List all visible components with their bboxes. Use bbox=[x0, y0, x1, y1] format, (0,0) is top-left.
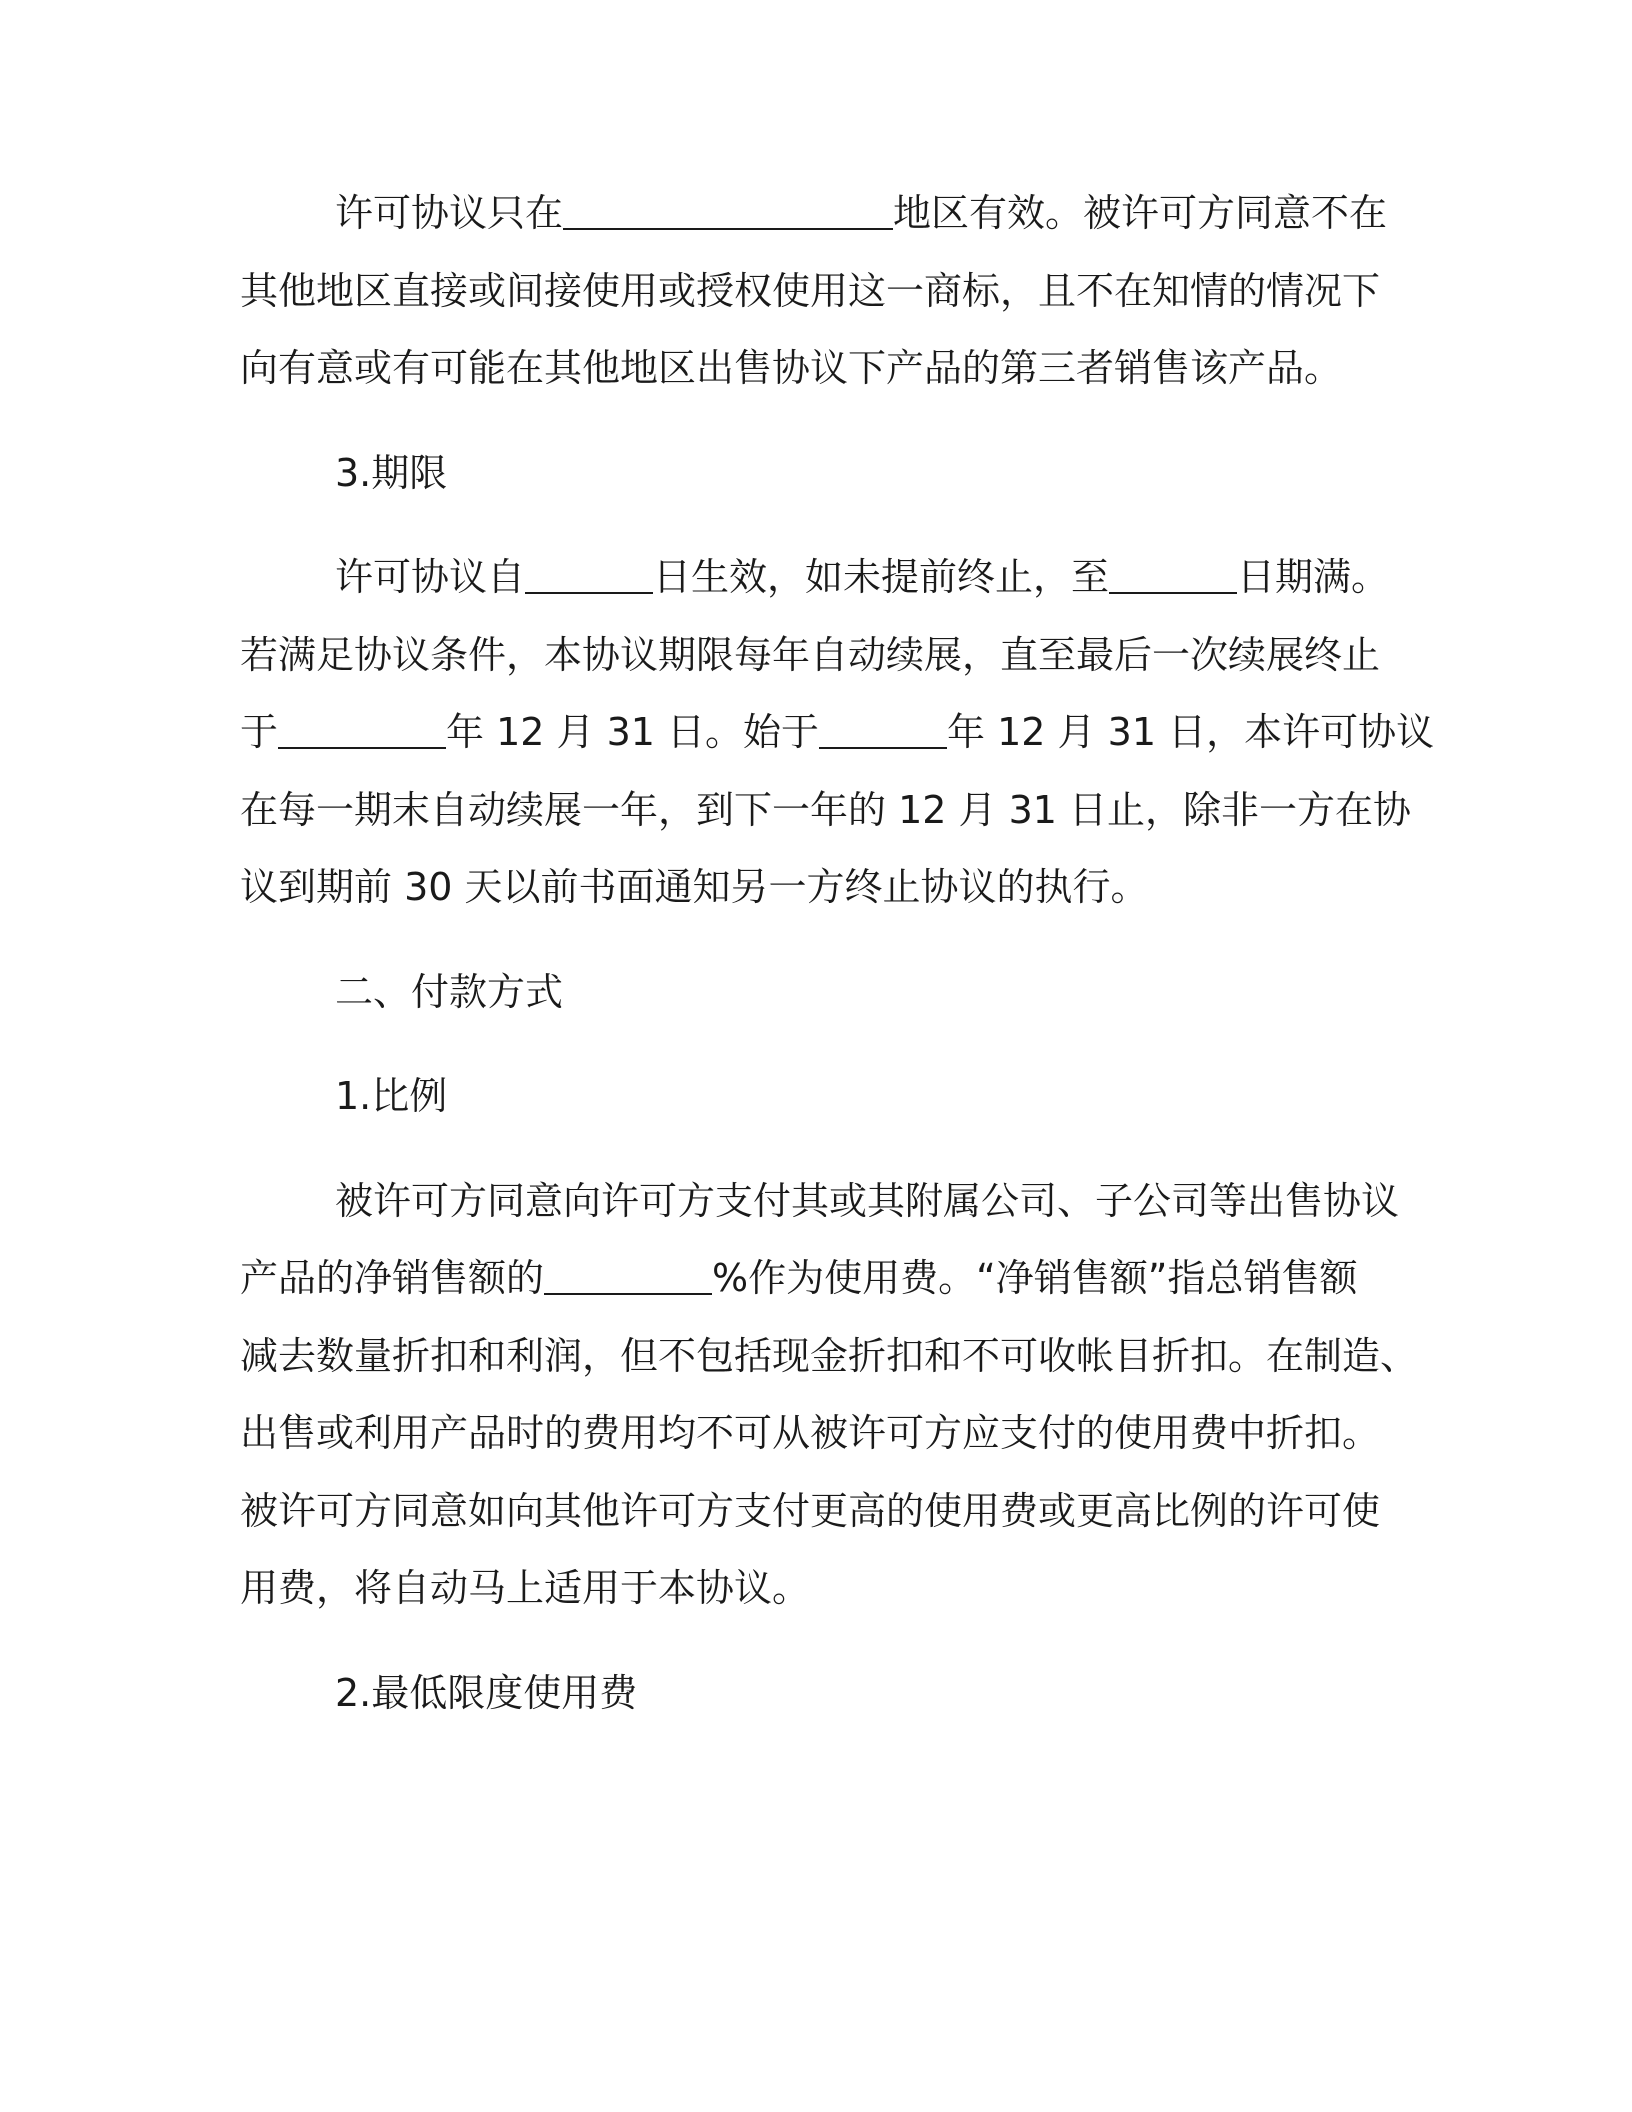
start-date-blank[interactable] bbox=[525, 558, 653, 594]
end-date-blank[interactable] bbox=[1109, 558, 1237, 594]
term-heading: 3.期限 bbox=[335, 450, 448, 495]
ratio-heading: 1.比例 bbox=[335, 1074, 448, 1118]
term-text-b: 日生效，如未提前终止，至 bbox=[653, 555, 1110, 599]
ratio-line-3: 减去数量折扣和利润，但不包括现金折扣和不可收帐目折扣。在制造、 bbox=[240, 1333, 1419, 1378]
ratio-line-1: 被许可方同意向许可方支付其或其附属公司、子公司等出售协议 bbox=[335, 1178, 1400, 1223]
term-line-4: 在每一期末自动续展一年，到下一年的 12 月 31 日止，除非一方在协 bbox=[240, 787, 1412, 832]
ratio-line-6: 用费，将自动马上适用于本协议。 bbox=[240, 1566, 811, 1610]
term-text-f: 年 12 月 31 日，本许可协议 bbox=[947, 710, 1435, 754]
percentage-blank[interactable] bbox=[544, 1259, 712, 1295]
territory-paragraph bbox=[240, 175, 1390, 408]
start-year-blank[interactable] bbox=[819, 713, 947, 749]
territory-text-a: 许可协议只在 bbox=[335, 191, 564, 235]
term-line-5: 议到期前 30 天以前书面通知另一方终止协议的执行。 bbox=[240, 865, 1149, 909]
term-text-d: 于 bbox=[240, 710, 279, 754]
term-line-3 bbox=[240, 694, 1435, 772]
term-line-2: 若满足协议条件，本协议期限每年自动续展，直至最后一次续展终止 bbox=[240, 632, 1381, 677]
term-text-c: 日期满。 bbox=[1237, 555, 1390, 599]
territory-line-1 bbox=[240, 175, 1390, 253]
term-paragraph bbox=[240, 539, 1435, 927]
payment-heading: 二、付款方式 bbox=[335, 969, 564, 1014]
ratio-line-4: 出售或利用产品时的费用均不可从被许可方应支付的使用费中折扣。 bbox=[240, 1411, 1381, 1455]
ratio-line-2 bbox=[240, 1240, 1390, 1318]
term-line-1 bbox=[240, 539, 1390, 617]
term-text-a: 许可协议自 bbox=[335, 555, 526, 599]
territory-blank[interactable] bbox=[563, 194, 893, 230]
ratio-paragraph bbox=[240, 1163, 1419, 1628]
minimum-royalty-heading: 2.最低限度使用费 bbox=[335, 1670, 638, 1715]
territory-line-3: 向有意或有可能在其他地区出售协议下产品的第三者销售该产品。 bbox=[240, 346, 1343, 390]
final-year-blank[interactable] bbox=[278, 713, 446, 749]
document-body bbox=[240, 175, 1435, 1759]
term-text-e: 年 12 月 31 日。始于 bbox=[446, 710, 820, 754]
territory-line-2: 其他地区直接或间接使用或授权使用这一商标，且不在知情的情况下 bbox=[240, 268, 1381, 313]
territory-text-b: 地区有效。被许可方同意不在 bbox=[893, 191, 1388, 235]
ratio-text-a: 产品的净销售额的 bbox=[240, 1256, 545, 1300]
ratio-line-5: 被许可方同意如向其他许可方支付更高的使用费或更高比例的许可使 bbox=[240, 1488, 1381, 1533]
ratio-text-b: %作为使用费。“净销售额”指总销售额 bbox=[712, 1256, 1358, 1300]
